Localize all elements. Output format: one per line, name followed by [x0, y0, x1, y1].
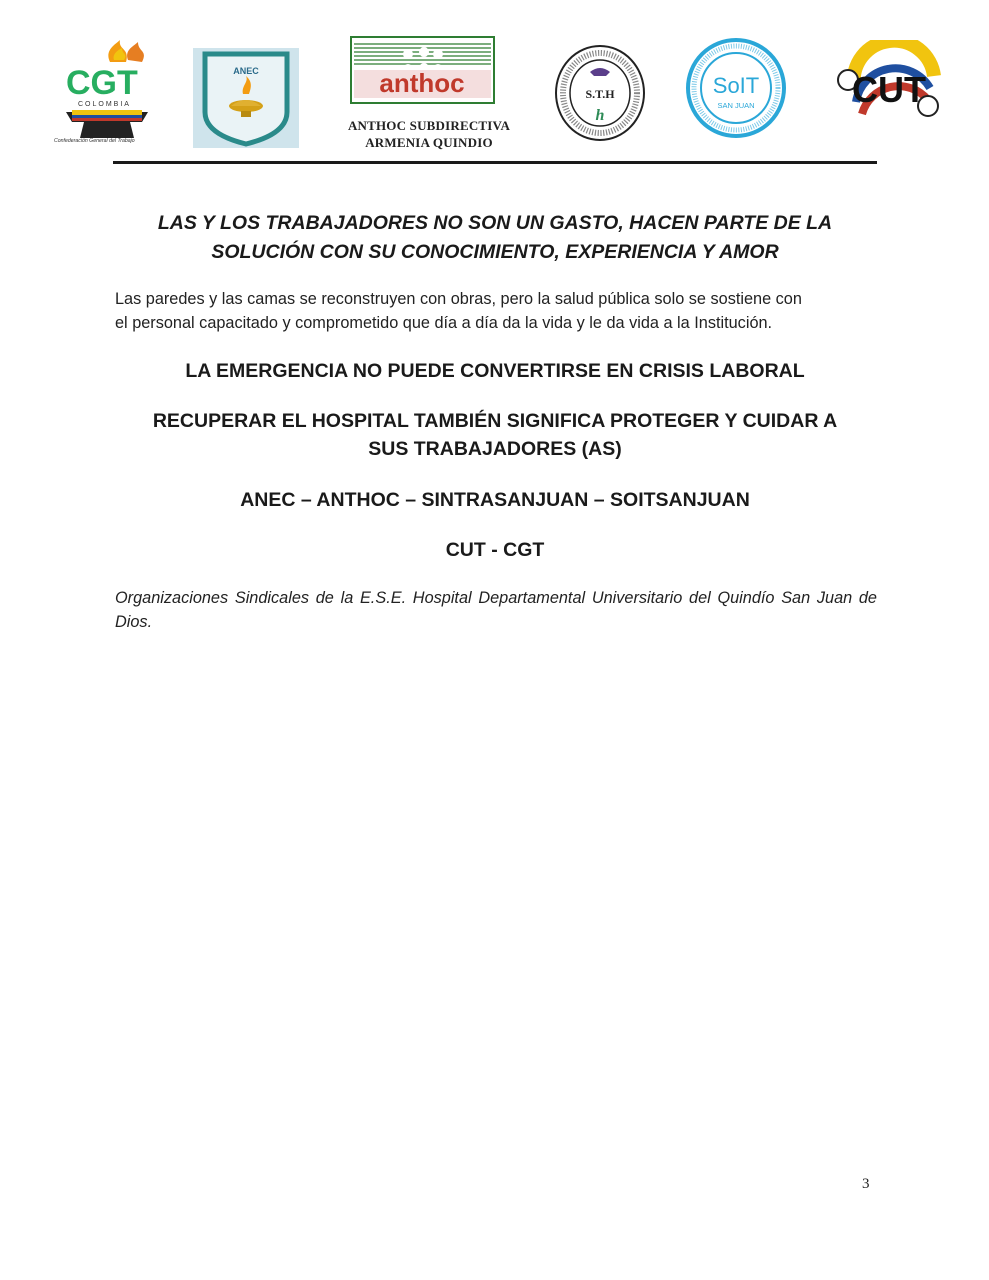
signature-text: Organizaciones Sindicales de la E.S.E. Hospital Departamental Universitario del Quindío San Juan de Dios. [115, 589, 877, 631]
page-number: 3 [862, 1176, 870, 1192]
anec-logo-text: ANEC [233, 66, 259, 76]
cut-logo [834, 40, 942, 132]
svg-text:h: h [595, 107, 605, 124]
body-paragraph-line2: el personal capacitado y comprometido que día a día da la vida y le da vida a la Institución. [115, 314, 773, 332]
soit-logo [686, 38, 786, 138]
cgt-logo [52, 40, 156, 144]
heading-recover [113, 407, 877, 463]
anthoc-logo [350, 36, 495, 104]
cut-logo-text: CUT [852, 69, 926, 110]
soit-logo-text: SoIT [712, 73, 760, 98]
anec-logo [193, 48, 299, 148]
heading-recover-line1: RECUPERAR EL HOSPITAL TAMBIÉN SIGNIFICA PROTEGER Y CUIDAR A [152, 410, 838, 432]
heading-cut-cgt: CUT - CGT [445, 539, 545, 561]
body-paragraph [115, 287, 877, 335]
anthoc-logo-text: anthoc [379, 68, 465, 98]
main-title [113, 209, 877, 267]
heading-emergency: LA EMERGENCIA NO PUEDE CONVERTIRSE EN CRISIS LABORAL [185, 360, 805, 382]
main-title-line2: SOLUCIÓN CON SU CONOCIMIENTO, EXPERIENCIA Y AMOR [211, 241, 779, 263]
anthoc-caption-line1: ANTHOC SUBDIRECTIVA [347, 118, 511, 133]
soit-logo-sub: SAN JUAN [717, 101, 755, 110]
heading-unions: ANEC – ANTHOC – SINTRASANJUAN – SOITSANJUAN [240, 489, 750, 511]
cgt-logo-letters: CGT [66, 64, 138, 102]
sth-logo [554, 44, 646, 142]
sth-logo-text: S.T.H [585, 87, 615, 101]
main-title-line1: LAS Y LOS TRABAJADORES NO SON UN GASTO, HACEN PARTE DE LA [157, 212, 833, 234]
header-divider [113, 161, 877, 164]
cgt-logo-tagline: Confederación General del Trabajo [54, 138, 135, 144]
anthoc-caption [328, 117, 530, 151]
anthoc-caption-line2: ARMENIA QUINDIO [365, 135, 493, 150]
cgt-logo-sub: COLOMBIA [78, 101, 131, 108]
heading-recover-line2: SUS TRABAJADORES (AS) [368, 438, 622, 460]
body-paragraph-line1: Las paredes y las camas se reconstruyen con obras, pero la salud pública solo se sostiene con [115, 290, 802, 308]
